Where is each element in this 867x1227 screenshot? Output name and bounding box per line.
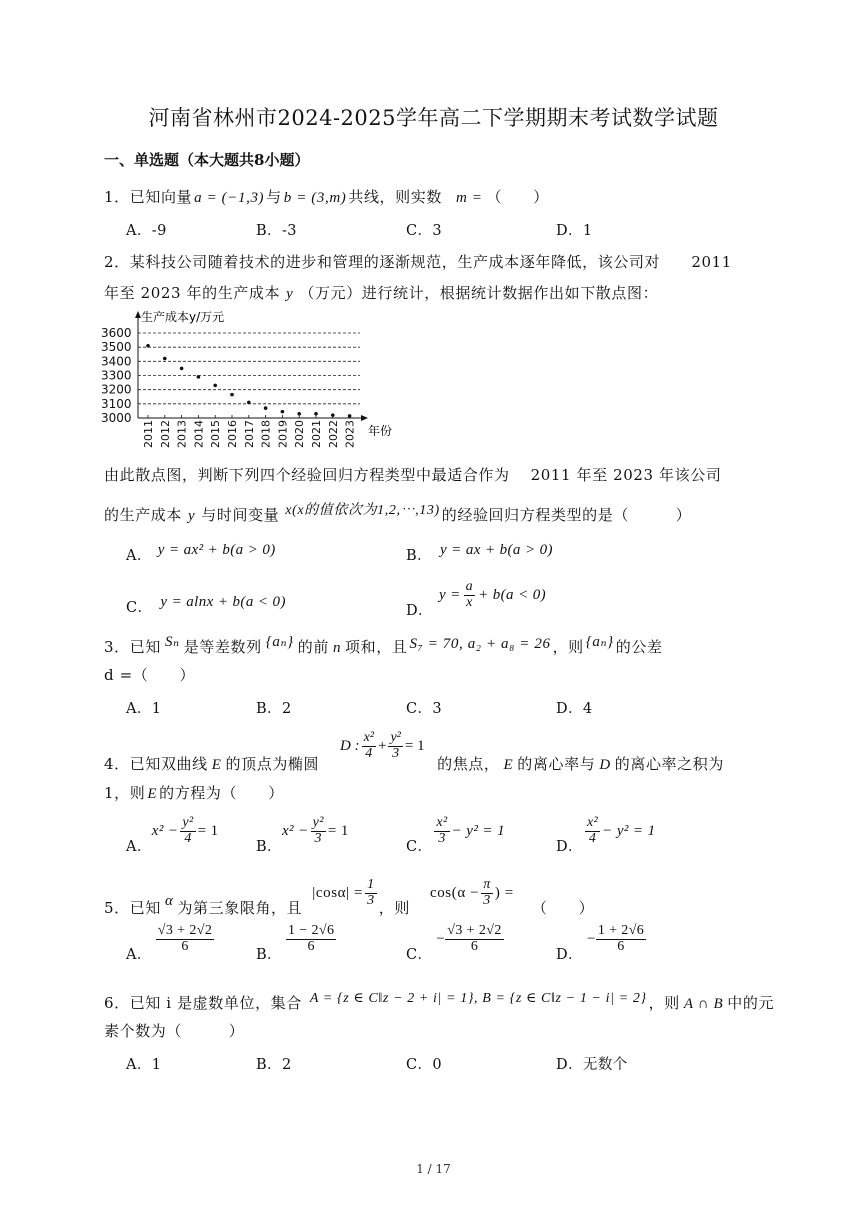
q2-option-b	[406, 544, 553, 565]
q4-option-b-letter: B．	[256, 839, 282, 856]
q4-text-d: 的离心率与	[517, 755, 596, 773]
q5-option-d	[556, 923, 646, 964]
chart-x-tick-label: 2012	[158, 420, 172, 448]
chart-y-tick-label: 3100	[101, 396, 132, 411]
q5-line-1	[104, 877, 595, 918]
q4-option-d-letter: D．	[556, 839, 583, 856]
chart-y-tick-label: 3000	[101, 411, 132, 425]
q4-option-c	[406, 815, 505, 856]
chart-x-tick-label: 2016	[226, 420, 239, 448]
chart-x-tick-labels	[142, 420, 357, 448]
q5-option-c-letter: C．	[406, 947, 433, 964]
q5-cos-den: 3	[483, 892, 491, 908]
q5-option-d-num: 1 + 2√6	[597, 923, 645, 938]
chart-point	[297, 412, 301, 416]
chart-x-tick-label: 2022	[326, 420, 340, 448]
q1-text-mid: 与	[266, 188, 282, 206]
question-1-stem	[104, 186, 549, 207]
chart-x-tick-label: 2017	[242, 420, 256, 448]
q2-option-c-letter: C．	[126, 600, 153, 616]
q1-text-b: 共线，则实数	[348, 188, 442, 206]
chart-y-tick-label: 3400	[101, 354, 132, 369]
q3-option-d: D．4	[556, 701, 593, 717]
q5-option-a	[126, 923, 214, 964]
q2-option-d-post: + b(a < 0)	[478, 587, 547, 604]
q4-ellipse-plus: +	[378, 738, 387, 755]
chart-point	[264, 406, 268, 410]
q3-n: n	[332, 640, 342, 656]
q4-option-b-post: = 1	[327, 823, 349, 840]
q5-abs-num: 1	[367, 877, 375, 892]
chart-y-axis-label: 生产成本y/万元	[141, 310, 225, 324]
q2-option-d-pre: y =	[438, 587, 461, 604]
q5-option-a-den: 6	[181, 938, 189, 954]
q1-text-a: 1．已知向量	[104, 188, 193, 206]
q4-option-c-letter: C．	[406, 839, 433, 856]
chart-point	[281, 410, 285, 414]
q5-abs-den: 3	[367, 892, 375, 908]
q4-E-3: E	[147, 786, 158, 802]
q2-option-b-expr: y = ax + b(a > 0)	[439, 542, 553, 558]
q4-option-b	[256, 815, 349, 856]
q5-option-a-letter: A．	[126, 947, 152, 964]
page-number: 1 / 17	[416, 1162, 451, 1176]
q6-text-a: 6．已知 i 是虚数单位，集合	[104, 994, 302, 1012]
q5-option-b-num: 1 − 2√6	[287, 923, 335, 938]
q5-text-b: 为第三象限角，且	[177, 899, 303, 918]
q5-text-a: 5．已知	[104, 899, 161, 918]
q5-option-b-den: 6	[307, 938, 315, 954]
q5-alpha: α	[164, 893, 174, 910]
q2-line-1: 2．某科技公司随着技术的进步和管理的逐渐规范，生产成本逐年降低，该公司对 2011	[104, 253, 732, 271]
q4-ellipse-num-1: x²	[363, 730, 374, 745]
q3-option-c: C．3	[406, 701, 443, 717]
q1-option-a: A．-9	[126, 223, 167, 239]
q4-option-d	[556, 815, 656, 856]
q4-option-b-den: 3	[314, 830, 322, 846]
chart-point	[213, 384, 217, 388]
q6-intersection: A ∩ B	[683, 996, 724, 1012]
q2-line-3: 由此散点图，判断下列四个经验回归方程类型中最适合作为 2011 年至 2023 年该公司	[104, 466, 722, 484]
q1-option-d: D．1	[556, 223, 593, 239]
q2-option-d-fraction	[464, 580, 475, 610]
chart-x-tick-label: 2011	[142, 420, 155, 448]
q4-text-b: 的顶点为椭圆	[225, 755, 320, 773]
q4-option-a	[126, 815, 219, 856]
q4-option-d-post: − y² = 1	[602, 823, 656, 840]
q2-line-4	[104, 504, 691, 525]
chart-point	[230, 393, 234, 397]
q4-ellipse-num-2: y²	[390, 730, 401, 745]
chart-x-tick-label: 2020	[293, 420, 307, 448]
scatter-chart	[98, 304, 398, 450]
q3-text-a: 3．已知	[104, 638, 161, 656]
q5-text-c: ，则	[378, 899, 410, 918]
chart-point	[348, 414, 352, 418]
chart-points	[146, 344, 351, 418]
q2-option-d-den: x	[466, 594, 473, 610]
q4-option-c-fraction	[434, 816, 449, 846]
chart-x-tick-label: 2014	[192, 420, 206, 448]
chart-point	[180, 367, 184, 371]
q4-text-a: 4．已知双曲线	[104, 755, 208, 773]
chart-x-tick-label: 2013	[175, 420, 189, 448]
q3-option-a: A．1	[126, 701, 162, 717]
q4-ellipse-post: = 1	[404, 738, 425, 755]
q3-text-d: 项和，且	[345, 638, 408, 656]
q2-line-2	[104, 282, 658, 303]
q5-option-b-letter: B．	[256, 947, 282, 964]
q2-option-c	[126, 596, 286, 617]
chart-x-axis-label: 年份	[368, 424, 393, 438]
page-title: 河南省林州市2024-2025学年高二下学期期末考试数学试题	[148, 106, 719, 130]
q2-option-d-num: a	[465, 579, 474, 594]
q3-condition: S₇ = 70, a₂ + a₈ = 26	[409, 636, 551, 652]
q6-text-c: 中的元	[727, 994, 775, 1012]
q4-option-c-post: − y² = 1	[451, 823, 505, 840]
q4-option-a-pre: x² −	[151, 823, 179, 840]
q3-text-e: ，则	[552, 638, 584, 656]
q4-text-e: 的离心率之积为	[614, 755, 724, 773]
q4-option-d-fraction	[585, 816, 600, 846]
q3-line-2: d =（ ）	[104, 666, 196, 684]
q5-option-c-sign: −	[436, 931, 446, 948]
q5-option-d-letter: D．	[556, 947, 583, 964]
q2-option-c-expr: y = alnx + b(a < 0)	[160, 594, 286, 610]
q5-option-c-den: 6	[470, 938, 479, 954]
q3-text-b: 是等差数列	[183, 638, 262, 656]
chart-y-tick-label: 3500	[101, 340, 132, 355]
q3-text-c: 的前	[297, 638, 329, 656]
q1-option-b: B．-3	[256, 223, 297, 239]
q5-option-a-fraction	[156, 924, 214, 954]
q1-vector-a: a = (−1,3)	[194, 190, 265, 206]
q3-an-2: {aₙ}	[585, 634, 614, 650]
q2-var-y: y	[286, 286, 294, 302]
chart-point	[163, 357, 167, 361]
q4-option-d-num: x²	[586, 815, 599, 830]
q2-option-a	[126, 544, 276, 565]
q1-vector-b: b = (3,m)	[283, 190, 347, 206]
q6-option-b: B．2	[256, 1057, 292, 1073]
q4-option-b-pre: x² −	[281, 823, 309, 840]
q3-an: {aₙ}	[265, 634, 294, 650]
chart-point	[247, 401, 251, 405]
chart-x-tick-label: 2015	[209, 420, 223, 448]
chart-x-tick-label: 2023	[343, 420, 357, 448]
q4-option-b-num: y²	[312, 815, 324, 830]
q4-option-c-num: x²	[436, 815, 448, 830]
q5-abs-fraction	[365, 878, 377, 908]
q5-paren: （ ）	[531, 899, 595, 918]
q2-option-b-letter: B．	[406, 548, 432, 564]
q5-option-c-num: √3 + 2√2	[447, 923, 502, 938]
q5-option-b-fraction	[286, 924, 336, 954]
q5-option-d-fraction	[596, 924, 646, 954]
q6-option-d: D．无数个	[556, 1057, 628, 1073]
q4-ellipse-den-2: 3	[392, 745, 400, 761]
chart-point	[314, 412, 318, 416]
q6-text-b: ，则	[648, 994, 680, 1012]
q6-option-c: C．0	[406, 1057, 443, 1073]
chart-point	[146, 344, 150, 348]
q5-option-c	[406, 923, 504, 964]
chart-y-tick-label: 3600	[101, 326, 132, 340]
q2-line-4-b: 与时间变量	[201, 506, 280, 524]
chart-axes	[135, 311, 368, 421]
q4-line-2	[104, 782, 284, 803]
chart-y-tick-label: 3300	[101, 368, 132, 383]
q6-sets: A = {z ∈ C‖z − 2 + i| = 1}, B = {z ∈ C‖z − 1 − i| = 2}	[309, 991, 647, 1006]
q2-option-d	[406, 579, 547, 620]
q2-option-a-expr: y = ax² + b(a > 0)	[157, 542, 276, 558]
q5-cos-num: π	[483, 877, 491, 892]
q1-option-c: C．3	[406, 223, 443, 239]
q2-x-expression: x(x的值依次为1,2,⋯,13)	[285, 503, 440, 518]
q4-option-b-fraction	[311, 816, 326, 846]
chart-x-axis-arrow	[361, 415, 368, 421]
q4-option-a-den: 4	[184, 830, 192, 846]
q2-line-4-c: 的经验回归方程类型的是（ ）	[441, 506, 692, 524]
q5-cos-pre: cos(α −	[429, 885, 480, 902]
chart-point	[331, 413, 335, 417]
q4-option-a-num: y²	[182, 815, 194, 830]
q4-ellipse-pre: D :	[340, 738, 360, 755]
q4-D: D	[599, 757, 611, 773]
q4-E: E	[211, 757, 222, 773]
chart-grid	[138, 333, 360, 404]
chart-x-tick-label: 2018	[259, 420, 273, 448]
q4-text-c: 的焦点，	[437, 755, 500, 773]
q5-option-d-den: 6	[617, 938, 625, 954]
q6-line-1	[104, 992, 774, 1013]
q5-option-a-num: √3 + 2√2	[157, 923, 213, 938]
q3-text-f: 的公差	[615, 638, 663, 656]
q4-line-1	[104, 753, 724, 774]
q4-option-a-fraction	[180, 816, 195, 846]
q4-option-d-den: 4	[588, 830, 597, 846]
chart-point	[197, 375, 201, 379]
chart-y-tick-label: 3200	[101, 382, 132, 397]
q4-option-a-post: = 1	[197, 823, 219, 840]
q4-option-a-letter: A．	[126, 839, 152, 856]
q1-paren: （ ）	[486, 188, 549, 206]
q6-option-a: A．1	[126, 1057, 162, 1073]
chart-x-tick-label: 2021	[310, 420, 323, 448]
q2-option-d-letter: D．	[406, 603, 433, 620]
chart-x-tick-label: 2019	[276, 420, 290, 448]
q2-option-a-letter: A．	[126, 548, 152, 564]
q5-option-b	[256, 923, 336, 964]
section-heading: 一、单选题（本大题共8小题）	[104, 151, 310, 169]
q5-cos-fraction	[481, 878, 493, 908]
q1-variable: m =	[455, 190, 483, 206]
q2-line-2-a: 年至 2023 年的生产成本	[104, 284, 281, 302]
q4-line-2-b: 的方程为（ ）	[159, 784, 284, 802]
q4-option-c-den: 3	[438, 830, 446, 846]
q2-line-2-b: （万元）进行统计，根据统计数据作出如下散点图：	[299, 284, 659, 302]
q3-line-1	[104, 636, 663, 657]
q4-ellipse-den-1: 4	[365, 745, 373, 761]
q2-var-y2: y	[188, 508, 196, 524]
q3-sn: Sₙ	[164, 634, 180, 650]
q4-E-2: E	[503, 757, 514, 773]
q5-option-d-sign: −	[586, 931, 596, 948]
q2-line-4-a: 的生产成本	[104, 506, 183, 524]
chart-y-tick-labels	[101, 326, 132, 425]
q5-abs-pre: |cosα| =	[312, 885, 364, 902]
q4-line-2-a: 1，则	[104, 784, 146, 802]
q3-option-b: B．2	[256, 701, 292, 717]
q5-option-c-fraction	[445, 924, 503, 954]
q5-cos-post: ) =	[494, 885, 514, 902]
q6-line-2: 素个数为（ ）	[104, 1022, 245, 1040]
